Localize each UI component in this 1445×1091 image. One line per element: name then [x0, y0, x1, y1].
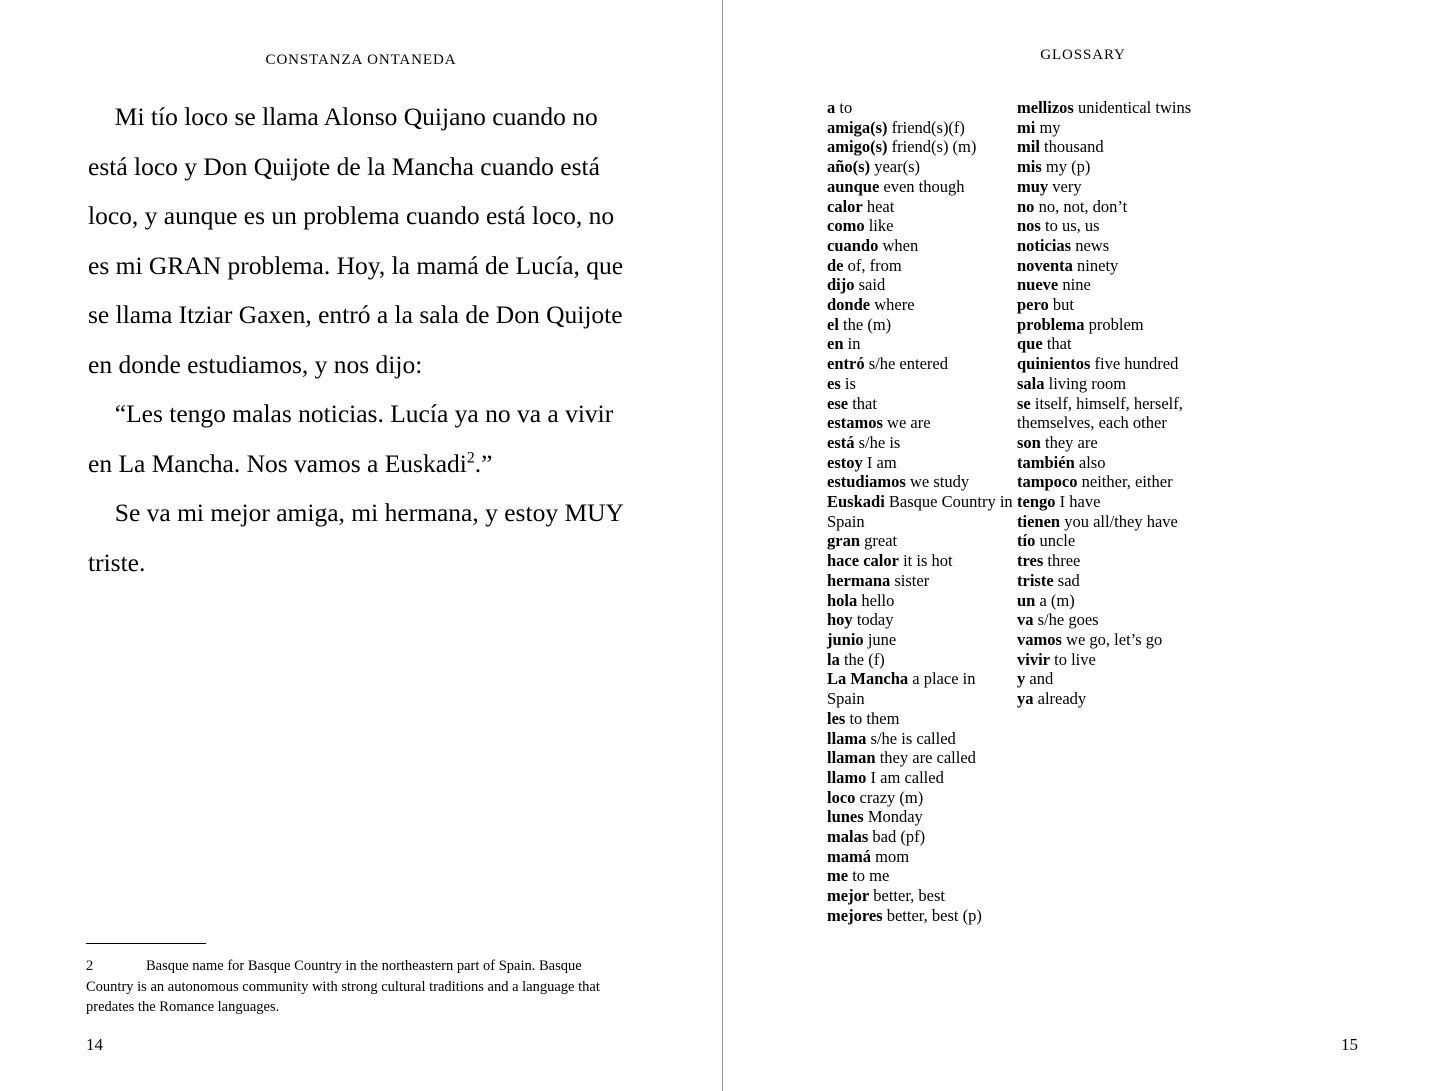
- glossary-definition: already: [1033, 689, 1087, 709]
- glossary-definition: s/he is called: [866, 728, 956, 748]
- glossary-definition: we study: [905, 472, 970, 492]
- glossary-term: pero: [1017, 295, 1049, 315]
- glossary-term: se: [1017, 393, 1031, 413]
- running-head-author: [0, 52, 722, 69]
- paragraph-1: Mi tío loco se llama Alonso Quijano cuando no está loco y Don Quijote de la Mancha cuando está loco, y aunque es un problema cuando está loco, no es mi GRAN problema. Hoy, la mamá de Lucía, que se llama Itziar Gaxen, entró a la sala de Don Quijote en donde estudiamos, y nos dijo:: [88, 102, 624, 379]
- glossary-entry: [1017, 394, 1227, 433]
- glossary-term: estoy: [827, 452, 863, 472]
- glossary-entry: [827, 531, 1017, 551]
- page-number-left: 14: [86, 1035, 103, 1054]
- glossary-term: muy: [1017, 176, 1049, 196]
- glossary-entry: [827, 709, 1017, 729]
- glossary-entry: [1017, 433, 1227, 453]
- glossary-term: Euskadi: [827, 492, 885, 512]
- glossary-definition: they are called: [875, 748, 976, 768]
- glossary-entry: [1017, 591, 1227, 611]
- glossary-term: me: [827, 866, 849, 886]
- glossary-term: amiga(s): [827, 117, 888, 137]
- footnote-text: Basque name for Basque Country in the northeastern part of Spain. Basque Country is an autonomous community with strong cultural traditions and a language that predates the Romance languages.: [86, 958, 600, 1015]
- glossary-definition: I am called: [866, 767, 944, 787]
- glossary-term: va: [1017, 610, 1034, 630]
- glossary-term: quinientos: [1017, 354, 1091, 374]
- glossary-definition: said: [854, 275, 886, 295]
- glossary-definition: news: [1071, 235, 1110, 255]
- glossary-definition: no, not, don’t: [1034, 196, 1128, 216]
- body-text: [88, 92, 628, 587]
- glossary-term: dijo: [827, 275, 855, 295]
- glossary-definition: we are: [882, 413, 931, 433]
- glossary-entry: [1017, 472, 1227, 492]
- glossary-term: llaman: [827, 748, 876, 768]
- glossary-entry: [827, 157, 1017, 177]
- glossary-entry: [827, 315, 1017, 335]
- glossary-definition: year(s): [870, 157, 921, 177]
- glossary-term: en: [827, 334, 844, 354]
- glossary-term: calor: [827, 196, 863, 216]
- glossary-definition: ninety: [1072, 255, 1119, 275]
- glossary-definition: friend(s) (m): [887, 137, 977, 157]
- glossary-entry: [1017, 236, 1227, 256]
- glossary-definition: my: [1035, 117, 1061, 137]
- glossary-definition: uncle: [1035, 531, 1076, 551]
- glossary-columns: [827, 98, 1347, 926]
- glossary-entry: [827, 571, 1017, 591]
- glossary-term: noventa: [1017, 255, 1073, 275]
- glossary-entry: [1017, 315, 1227, 335]
- glossary-entry: [827, 610, 1017, 630]
- glossary-entry: [827, 374, 1017, 394]
- glossary-definition: unidentical twins: [1073, 98, 1192, 117]
- glossary-entry: [827, 236, 1017, 256]
- glossary-definition: I am: [862, 452, 897, 472]
- glossary-term: ese: [827, 393, 849, 413]
- glossary-definition: three: [1043, 551, 1081, 571]
- running-head-glossary-text: GLOSSARY: [1040, 47, 1126, 63]
- footnote: [86, 956, 606, 1018]
- glossary-term: también: [1017, 452, 1075, 472]
- glossary-entry: [1017, 177, 1227, 197]
- glossary-entry: [827, 906, 1017, 926]
- glossary-entry: [1017, 571, 1227, 591]
- glossary-entry: [827, 886, 1017, 906]
- glossary-term: noticias: [1017, 235, 1072, 255]
- glossary-entry: [1017, 512, 1227, 532]
- glossary-entry: [1017, 354, 1227, 374]
- glossary-definition: s/he entered: [864, 354, 948, 374]
- glossary-entry: [1017, 334, 1227, 354]
- glossary-entry: [1017, 374, 1227, 394]
- glossary-term: donde: [827, 295, 871, 315]
- glossary-term: loco: [827, 787, 856, 807]
- glossary-term: tampoco: [1017, 472, 1078, 492]
- glossary-entry: [827, 354, 1017, 374]
- glossary-definition: nine: [1058, 275, 1091, 295]
- glossary-entry: [1017, 492, 1227, 512]
- glossary-definition: also: [1074, 452, 1106, 472]
- glossary-definition: living room: [1044, 373, 1127, 393]
- glossary-definition: the (m): [838, 314, 892, 334]
- glossary-definition: even though: [879, 176, 965, 196]
- glossary-definition: better, best: [869, 886, 945, 906]
- glossary-column-1: [827, 98, 1017, 926]
- glossary-definition: you all/they have: [1060, 511, 1178, 531]
- footnote-marker[interactable]: 2: [466, 449, 475, 466]
- running-head-author-text: CONSTANZA ONTANEDA: [265, 52, 457, 68]
- glossary-term: junio: [827, 629, 864, 649]
- glossary-definition: five hundred: [1090, 354, 1179, 374]
- glossary-definition: crazy (m): [855, 787, 924, 807]
- glossary-term: nueve: [1017, 275, 1059, 295]
- paragraph-2: [88, 389, 628, 488]
- glossary-entry: [827, 197, 1017, 217]
- glossary-entry: [827, 256, 1017, 276]
- glossary-entry: [827, 413, 1017, 433]
- glossary-term: entró: [827, 354, 865, 374]
- glossary-entry: [827, 98, 1017, 118]
- glossary-term: mis: [1017, 157, 1042, 177]
- glossary-entry: [827, 137, 1017, 157]
- glossary-definition: of, from: [843, 255, 902, 275]
- paragraph-2-tail: .”: [474, 448, 493, 478]
- glossary-entry: [1017, 197, 1227, 217]
- glossary-definition: very: [1048, 176, 1082, 196]
- glossary-term: amigo(s): [827, 137, 888, 157]
- glossary-entry: [827, 669, 1017, 708]
- glossary-term: tengo: [1017, 492, 1056, 512]
- glossary-definition: to me: [848, 866, 890, 886]
- glossary-term: mi: [1017, 117, 1036, 137]
- glossary-entry: [1017, 98, 1227, 118]
- glossary-definition: to them: [845, 708, 900, 728]
- glossary-definition: in: [843, 334, 861, 354]
- glossary-definition: problem: [1084, 314, 1144, 334]
- glossary-entry: [827, 768, 1017, 788]
- glossary-term: a: [827, 98, 836, 117]
- page-number-right: 15: [1341, 1035, 1358, 1054]
- glossary-definition: that: [848, 393, 877, 413]
- glossary-entry: [1017, 157, 1227, 177]
- glossary-term: como: [827, 216, 865, 236]
- glossary-definition: heat: [862, 196, 895, 216]
- glossary-term: que: [1017, 334, 1043, 354]
- glossary-entry: [827, 177, 1017, 197]
- glossary-definition: mom: [871, 846, 910, 866]
- glossary-entry: [1017, 137, 1227, 157]
- glossary-entry: [1017, 689, 1227, 709]
- glossary-term: y: [1017, 669, 1026, 689]
- glossary-definition: to: [835, 98, 853, 117]
- right-page: [722, 0, 1444, 1091]
- glossary-entry: [827, 788, 1017, 808]
- glossary-entry: [827, 472, 1017, 492]
- glossary-definition: I have: [1055, 492, 1101, 512]
- glossary-entry: [827, 866, 1017, 886]
- glossary-definition: my (p): [1041, 157, 1091, 177]
- glossary-entry: [827, 748, 1017, 768]
- glossary-entry: [827, 433, 1017, 453]
- glossary-entry: [827, 729, 1017, 749]
- glossary-definition: to us, us: [1040, 216, 1100, 236]
- glossary-term: mellizos: [1017, 98, 1074, 117]
- glossary-entry: [1017, 118, 1227, 138]
- glossary-term: la: [827, 649, 840, 669]
- glossary-definition: where: [870, 295, 915, 315]
- glossary-definition: neither, either: [1077, 472, 1173, 492]
- glossary-term: estudiamos: [827, 472, 906, 492]
- glossary-definition: s/he is: [854, 432, 901, 452]
- glossary-term: de: [827, 255, 844, 275]
- glossary-term: hola: [827, 590, 858, 610]
- glossary-definition: the (f): [839, 649, 885, 669]
- glossary-column-2: [1017, 98, 1227, 926]
- glossary-term: estamos: [827, 413, 883, 433]
- glossary-entry: [1017, 551, 1227, 571]
- glossary-definition: s/he goes: [1033, 610, 1099, 630]
- paragraph-3: Se va mi mejor amiga, mi hermana, y estoy MUY triste.: [88, 498, 623, 577]
- glossary-term: está: [827, 432, 855, 452]
- glossary-entry: [827, 118, 1017, 138]
- glossary-entry: [1017, 630, 1227, 650]
- glossary-definition: a (m): [1035, 590, 1075, 610]
- glossary-term: mejores: [827, 905, 883, 925]
- glossary-definition: like: [864, 216, 894, 236]
- glossary-entry: [827, 216, 1017, 236]
- glossary-definition: great: [860, 531, 898, 551]
- glossary-entry: [827, 492, 1017, 531]
- glossary-term: no: [1017, 196, 1035, 216]
- glossary-definition: better, best (p): [882, 905, 982, 925]
- glossary-term: mil: [1017, 137, 1040, 157]
- glossary-term: año(s): [827, 157, 871, 177]
- running-head-glossary: [722, 47, 1444, 64]
- glossary-term: un: [1017, 590, 1036, 610]
- glossary-term: nos: [1017, 216, 1041, 236]
- glossary-definition: a place in Spain: [827, 669, 976, 709]
- glossary-definition: today: [852, 610, 894, 630]
- glossary-term: tienen: [1017, 511, 1061, 531]
- glossary-term: La Mancha: [827, 669, 909, 689]
- glossary-term: mamá: [827, 846, 871, 866]
- glossary-definition: is: [840, 373, 856, 393]
- glossary-term: problema: [1017, 314, 1085, 334]
- glossary-entry: [827, 295, 1017, 315]
- left-page: [0, 0, 722, 1091]
- glossary-definition: they are: [1040, 432, 1098, 452]
- glossary-definition: it is hot: [898, 551, 953, 571]
- glossary-entry: [827, 807, 1017, 827]
- glossary-term: aunque: [827, 176, 880, 196]
- glossary-definition: hello: [857, 590, 895, 610]
- glossary-term: el: [827, 314, 839, 334]
- glossary-entry: [1017, 275, 1227, 295]
- glossary-entry: [1017, 610, 1227, 630]
- paragraph-2-text: “Les tengo malas noticias. Lucía ya no va a vivir en La Mancha. Nos vamos a Euskadi: [88, 399, 614, 478]
- glossary-entry: [827, 453, 1017, 473]
- glossary-term: triste: [1017, 570, 1054, 590]
- glossary-definition: june: [863, 629, 897, 649]
- glossary-entry: [827, 591, 1017, 611]
- glossary-entry: [1017, 453, 1227, 473]
- glossary-term: cuando: [827, 235, 879, 255]
- glossary-entry: [827, 275, 1017, 295]
- glossary-term: vamos: [1017, 629, 1062, 649]
- glossary-term: hoy: [827, 610, 853, 630]
- glossary-term: sala: [1017, 373, 1045, 393]
- glossary-term: gran: [827, 531, 860, 551]
- glossary-definition: we go, let’s go: [1061, 629, 1163, 649]
- glossary-definition: Monday: [863, 807, 923, 827]
- glossary-definition: sister: [890, 570, 930, 590]
- glossary-definition: and: [1025, 669, 1054, 689]
- glossary-term: les: [827, 708, 846, 728]
- glossary-entry: [827, 650, 1017, 670]
- glossary-entry: [827, 394, 1017, 414]
- glossary-entry: [827, 827, 1017, 847]
- glossary-definition: bad (pf): [868, 827, 926, 847]
- glossary-definition: when: [878, 235, 919, 255]
- glossary-term: mejor: [827, 886, 870, 906]
- glossary-entry: [1017, 650, 1227, 670]
- glossary-term: llamo: [827, 767, 867, 787]
- glossary-definition: sad: [1053, 570, 1080, 590]
- glossary-term: lunes: [827, 807, 864, 827]
- glossary-definition: Basque Country in Spain: [827, 492, 1013, 531]
- glossary-term: hermana: [827, 570, 891, 590]
- glossary-term: llama: [827, 728, 867, 748]
- glossary-term: es: [827, 373, 841, 393]
- glossary-definition: friend(s)(f): [887, 117, 965, 137]
- glossary-entry: [827, 551, 1017, 571]
- glossary-term: tres: [1017, 551, 1044, 571]
- glossary-entry: [827, 847, 1017, 867]
- glossary-entry: [1017, 531, 1227, 551]
- glossary-definition: to live: [1050, 649, 1096, 669]
- footnote-number: 2: [86, 958, 94, 974]
- glossary-term: son: [1017, 432, 1041, 452]
- glossary-entry: [1017, 256, 1227, 276]
- glossary-term: vivir: [1017, 649, 1050, 669]
- glossary-term: malas: [827, 827, 869, 847]
- glossary-term: ya: [1017, 689, 1034, 709]
- glossary-definition: but: [1048, 295, 1074, 315]
- glossary-entry: [827, 630, 1017, 650]
- glossary-entry: [1017, 295, 1227, 315]
- glossary-definition: that: [1042, 334, 1072, 354]
- glossary-entry: [1017, 216, 1227, 236]
- glossary-entry: [827, 334, 1017, 354]
- glossary-entry: [1017, 669, 1227, 689]
- glossary-definition: thousand: [1039, 137, 1104, 157]
- glossary-term: tío: [1017, 531, 1036, 551]
- footnote-divider: [86, 943, 206, 944]
- glossary-definition: itself, himself, herself, themselves, each other: [1017, 393, 1183, 433]
- glossary-term: hace calor: [827, 551, 899, 571]
